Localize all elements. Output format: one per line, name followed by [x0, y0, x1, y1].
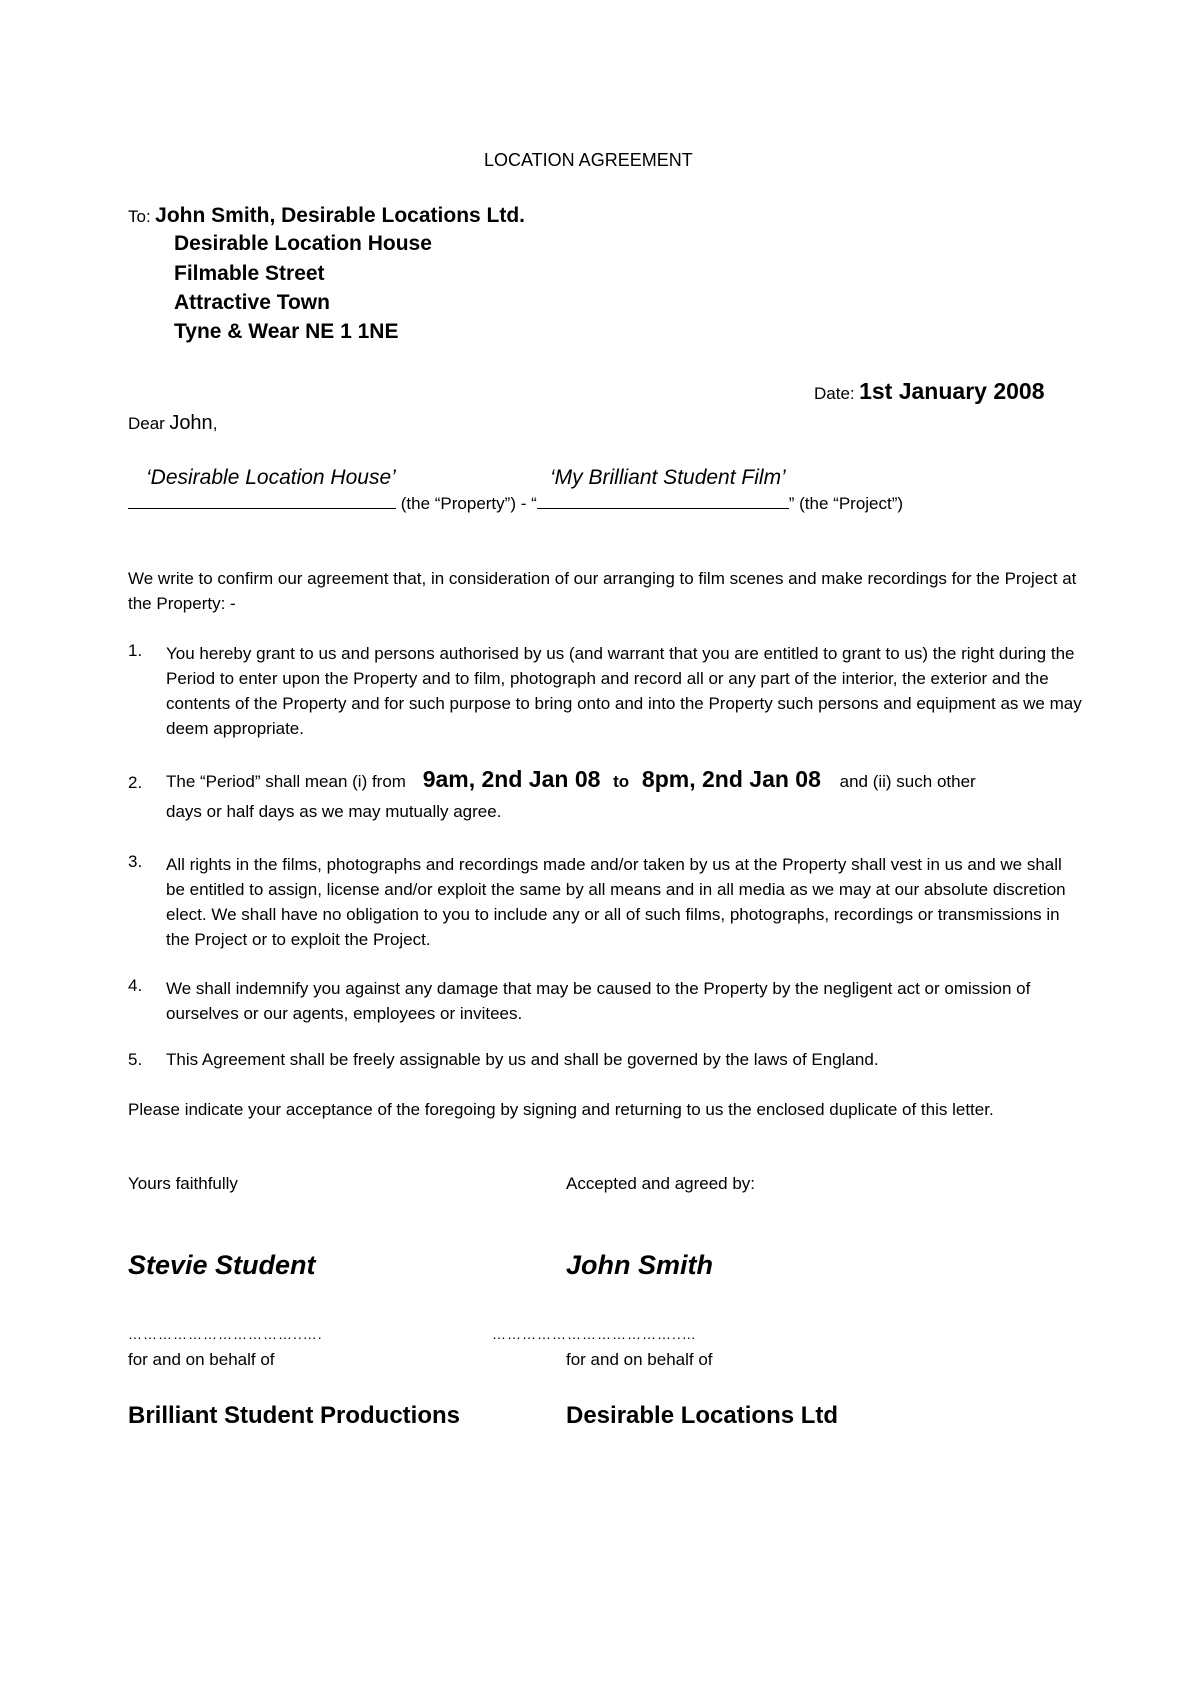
intro-paragraph: We write to confirm our agreement that, in consideration of our arranging to film scenes and make recordings for the Project at the Property: - [128, 569, 1077, 613]
page-title: LOCATION AGREEMENT [484, 150, 693, 170]
project-name: ‘My Brilliant Student Film’ [550, 466, 786, 489]
property-name: ‘Desirable Location House’ [146, 466, 396, 489]
to-label: To: [128, 207, 151, 226]
left-behalf-label: for and on behalf of [128, 1350, 275, 1369]
clause-5-text: This Agreement shall be freely assignable by us and shall be governed by the laws of England. [166, 1050, 879, 1069]
right-signature-line: ………………………………..… [492, 1326, 697, 1342]
recipient-line-2: Desirable Location House [174, 232, 432, 255]
salutation-name: John [169, 412, 213, 434]
salutation-suffix: , [212, 414, 218, 433]
recipient-line-4: Attractive Town [174, 291, 330, 314]
property-tag: (the “Property”) - “ [400, 494, 537, 513]
clause-4-text: We shall indemnify you against any damage that may be caused to the Property by the negligent act or omission of ourselves or our agents, employees or invitees. [166, 979, 1031, 1023]
clause-4-number: 4. [128, 976, 143, 995]
clause-2-text-a: The “Period” shall mean (i) from [166, 772, 406, 791]
clause-2-line-1 [166, 766, 976, 793]
salutation-prefix: Dear [128, 414, 165, 433]
period-to: 8pm, 2nd Jan 08 [641, 766, 821, 792]
clause-1-text: You hereby grant to us and persons authorised by us (and warrant that you are entitled to grant to us) the right during the Period to enter upon the Property and to film, photograph and record all or any part of the interior, the exterior and the contents of the Property and for such purpose to bring onto and into the Property such persons and equipment as we may deem appropriate. [166, 644, 1082, 738]
period-to-word: to [613, 772, 630, 791]
clause-1-number: 1. [128, 641, 143, 660]
date-label: Date: [814, 384, 855, 403]
project-tag: ” (the “Project”) [788, 494, 904, 513]
right-behalf-label: for and on behalf of [566, 1350, 713, 1369]
left-sign-header: Yours faithfully [128, 1174, 238, 1193]
property-blank [128, 494, 396, 509]
recipient-line-3: Filmable Street [174, 262, 325, 285]
project-blank [537, 494, 789, 509]
clause-3-text: All rights in the films, photographs and recordings made and/or taken by us at the Property shall vest in us and we shall be entitled to assign, license and/or exploit the same by all means and in all media as we may at our absolute discretion elect. We shall have no obligation to you to include any or all of such films, photographs, recordings or transmissions in the Project or to exploit the Project. [166, 855, 1066, 949]
date-line [814, 378, 1045, 405]
period-from: 9am, 2nd Jan 08 [422, 766, 601, 792]
clause-5-number: 5. [128, 1050, 143, 1069]
recipient-line-5: Tyne & Wear NE 1 1NE [174, 320, 399, 343]
property-project-line [128, 494, 903, 514]
clause-3-number: 3. [128, 852, 143, 871]
right-organisation: Desirable Locations Ltd [566, 1402, 839, 1429]
date-value: 1st January 2008 [859, 378, 1045, 404]
salutation [128, 412, 217, 435]
closing-request: Please indicate your acceptance of the foregoing by signing and returning to us the enclosed duplicate of this letter. [128, 1100, 994, 1119]
recipient-line-1 [128, 204, 525, 228]
right-signature-name: John Smith [566, 1250, 713, 1280]
left-organisation: Brilliant Student Productions [128, 1402, 461, 1429]
left-signature-line: ……………………………..…. [128, 1326, 323, 1342]
clause-2-text-b: and (ii) such other [839, 772, 976, 791]
clause-2-number: 2. [128, 773, 143, 792]
clause-2-line-2: days or half days as we may mutually agree. [166, 802, 502, 821]
recipient-name: John Smith, Desirable Locations Ltd. [155, 204, 526, 227]
left-signature-name: Stevie Student [128, 1250, 316, 1280]
right-sign-header: Accepted and agreed by: [566, 1174, 756, 1193]
